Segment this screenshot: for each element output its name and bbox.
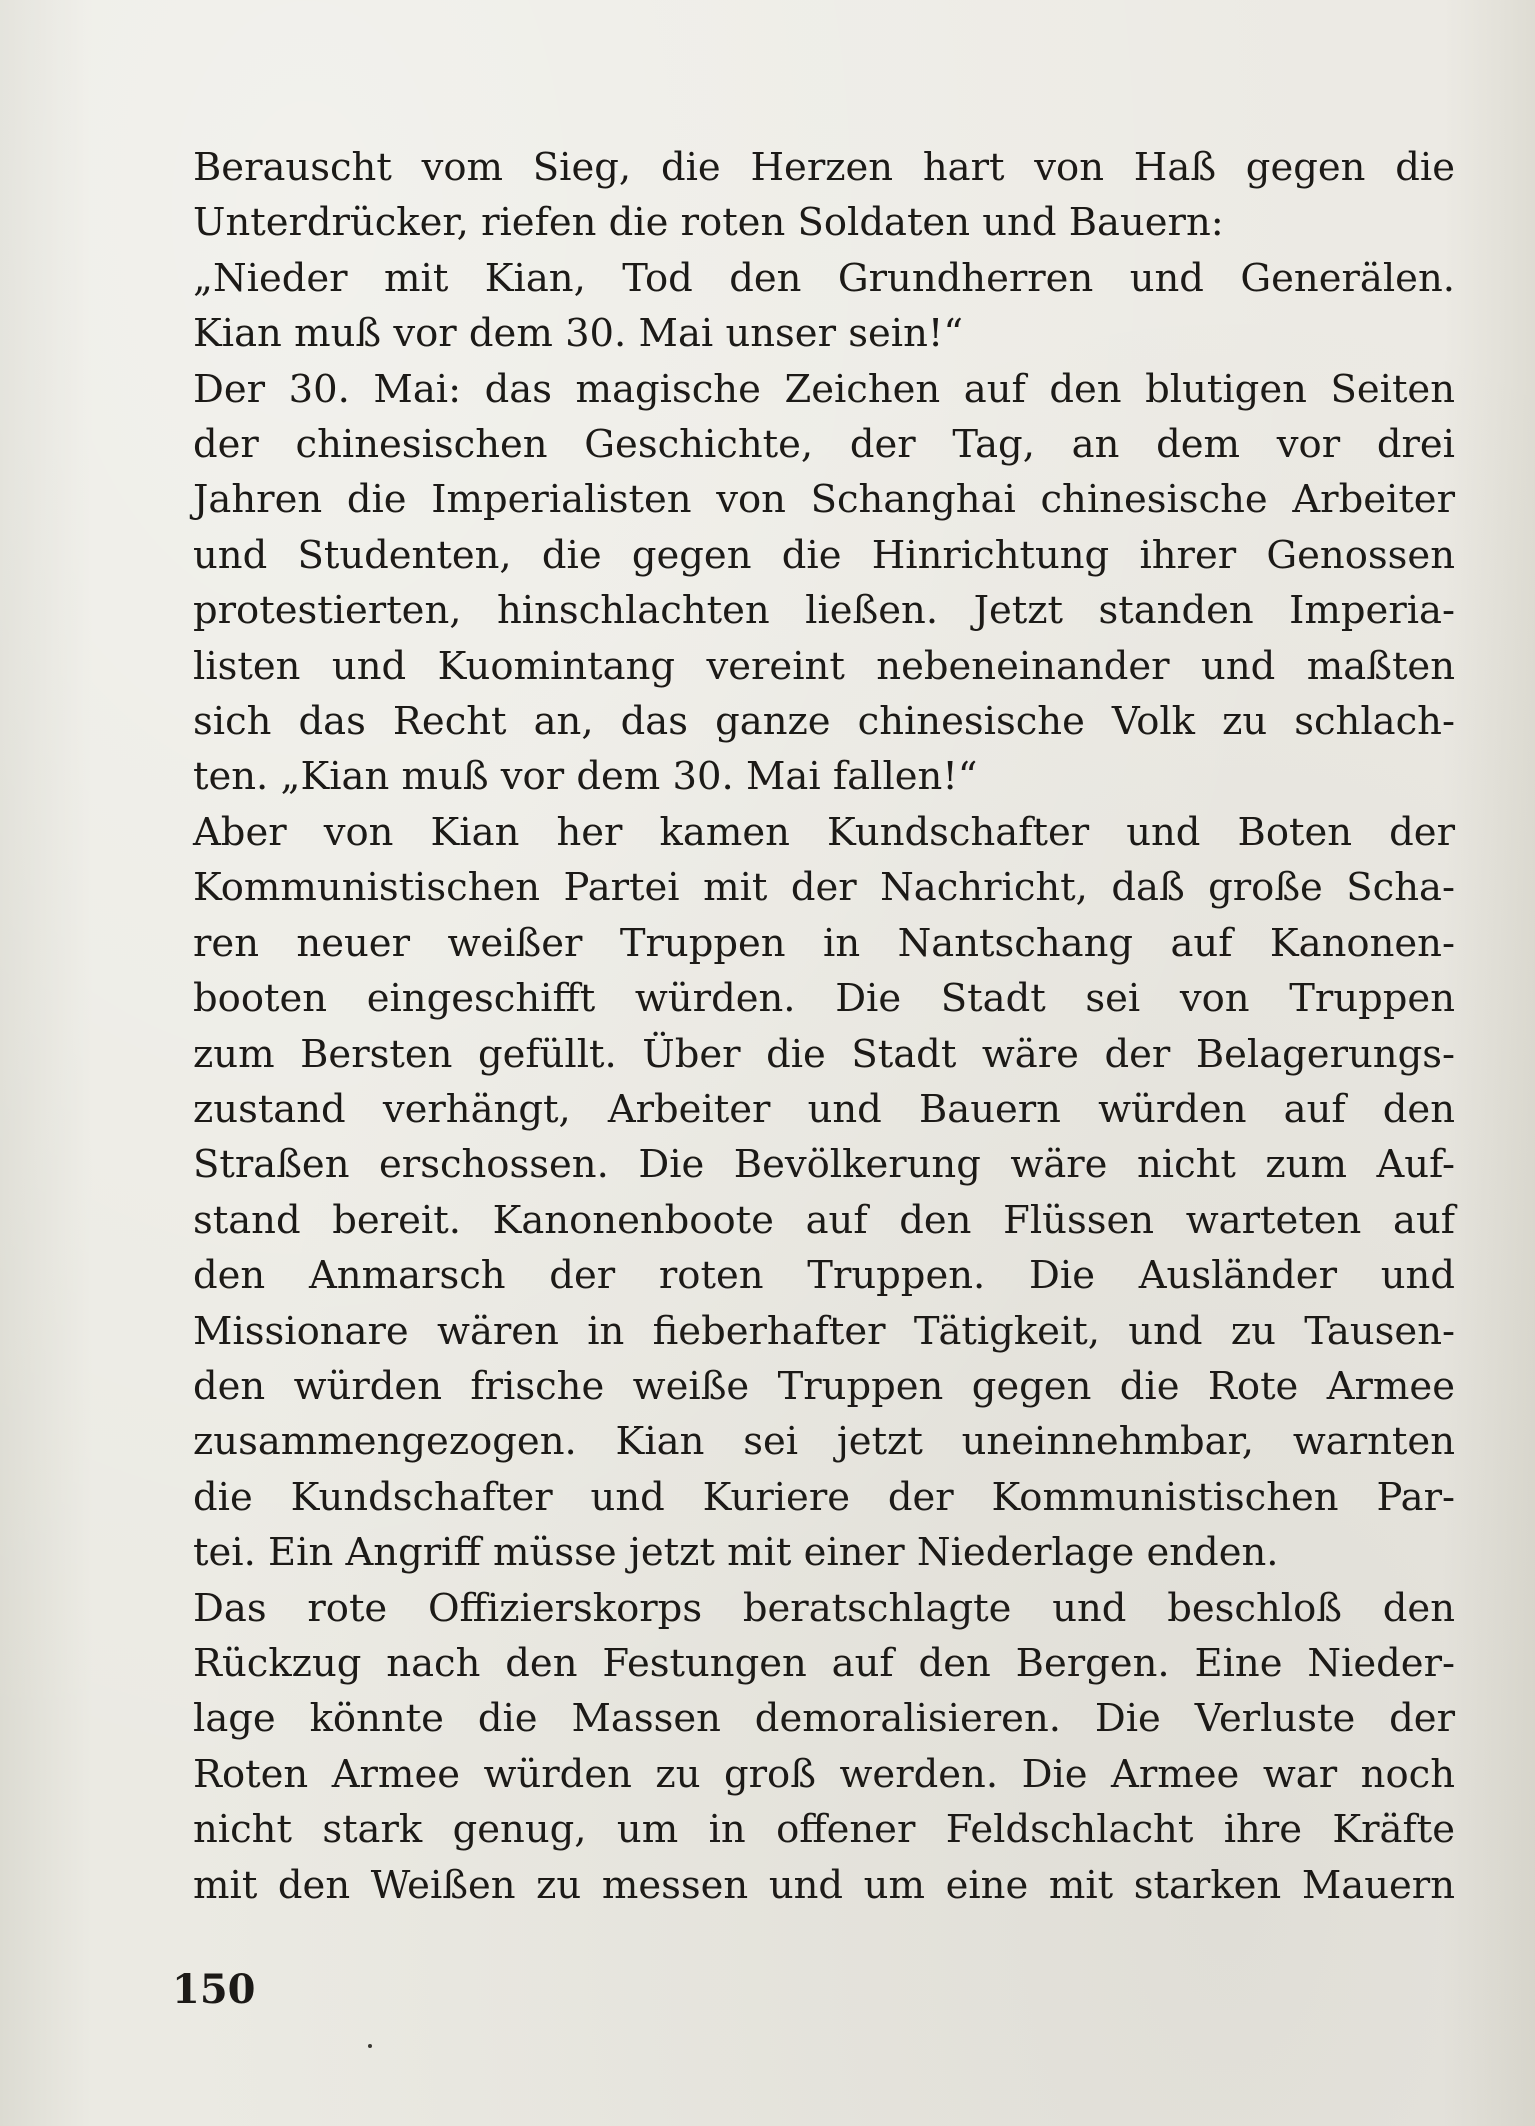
text-line: ten. „Kian muß vor dem 30. Mai fallen!“ (193, 754, 978, 800)
text-line: Rückzug nach den Festungen auf den Bergen. Eine Nieder- (193, 1640, 1455, 1686)
text-line: zum Bersten gefüllt. Über die Stadt wäre der Belagerungs- (193, 1031, 1455, 1077)
text-line: nicht stark genug, um in offener Feldschlacht ihre Kräfte (193, 1807, 1455, 1853)
text-line: lage könnte die Massen demoralisieren. Die Verluste der (193, 1696, 1455, 1742)
text-line: Roten Armee würden zu groß werden. Die Armee war noch (193, 1751, 1455, 1797)
text-line: „Nieder mit Kian, Tod den Grundherren und Generälen. (193, 255, 1455, 301)
text-line: zusammengezogen. Kian sei jetzt uneinnehmbar, warnten (193, 1419, 1455, 1465)
text-line: Kommunistischen Partei mit der Nachricht, daß große Scha- (193, 865, 1455, 911)
text-line: zustand verhängt, Arbeiter und Bauern würden auf den (193, 1086, 1455, 1132)
text-line: booten eingeschifft würden. Die Stadt sei von Truppen (193, 976, 1455, 1022)
text-line: Kian muß vor dem 30. Mai unser sein!“ (193, 311, 964, 357)
text-line: mit den Weißen zu messen und um eine mit starken Mauern (193, 1862, 1455, 1908)
text-line: Aber von Kian her kamen Kundschafter und Boten der (193, 809, 1455, 855)
text-line: die Kundschafter und Kuriere der Kommunistischen Par- (193, 1474, 1455, 1520)
text-line: und Studenten, die gegen die Hinrichtung ihrer Genossen (193, 532, 1455, 578)
text-line: listen und Kuomintang vereint nebeneinander und maßten (193, 643, 1455, 689)
text-line: der chinesischen Geschichte, der Tag, an dem vor drei (193, 422, 1455, 468)
body-text (193, 140, 1455, 1913)
text-line: den würden frische weiße Truppen gegen die Rote Armee (193, 1363, 1455, 1409)
text-line: ren neuer weißer Truppen in Nantschang auf Kanonen- (193, 920, 1455, 966)
text-line: Der 30. Mai: das magische Zeichen auf den blutigen Seiten (193, 366, 1455, 412)
text-line: Unterdrücker, riefen die roten Soldaten und Bauern: (193, 200, 1224, 246)
text-line: Berauscht vom Sieg, die Herzen hart von Haß gegen die (193, 145, 1455, 190)
text-line: protestierten, hinschlachten ließen. Jetzt standen Imperia- (193, 588, 1455, 634)
text-line: den Anmarsch der roten Truppen. Die Ausländer und (193, 1253, 1455, 1299)
text-line: sich das Recht an, das ganze chinesische Volk zu schlach- (193, 699, 1455, 745)
text-line: stand bereit. Kanonenboote auf den Flüssen warteten auf (193, 1197, 1455, 1243)
text-line: Straßen erschossen. Die Bevölkerung wäre nicht zum Auf- (193, 1142, 1455, 1188)
text-line: Das rote Offizierskorps beratschlagte und beschloß den (193, 1585, 1455, 1631)
print-speck (368, 2044, 372, 2048)
text-line: Missionare wären in fieberhafter Tätigkeit, und zu Tausen- (193, 1308, 1455, 1354)
text-line: Jahren die Imperialisten von Schanghai chinesische Arbeiter (193, 477, 1455, 523)
text-line: tei. Ein Angriff müsse jetzt mit einer Niederlage enden. (193, 1530, 1279, 1576)
page-number: 150 (172, 1966, 256, 2013)
